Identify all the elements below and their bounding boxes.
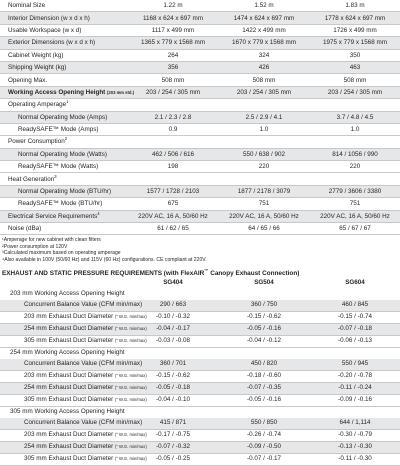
spec-value: 1.0 [310, 123, 400, 135]
exhaust-label [0, 336, 147, 348]
spec-row [0, 210, 400, 222]
spec-value: 751 [310, 198, 400, 210]
exhaust-value: -0.11 / -0.30 [310, 454, 400, 466]
spec-label [0, 223, 128, 235]
exhaust-value: -0.09 / -0.50 [218, 442, 310, 454]
exhaust-value: -0.05 / -0.18 [128, 383, 218, 395]
spec-value: 1365 x 779 x 1568 mm [128, 37, 218, 49]
exhaust-label [0, 430, 147, 442]
exhaust-label-text: 203 mm Exhaust Duct Diameter [24, 313, 114, 321]
spec-value [218, 99, 310, 111]
spec-label-text: Heat Generation [8, 175, 55, 183]
spec-value: 1726 x 499 mm [310, 24, 400, 36]
exhaust-label [0, 442, 147, 454]
footnote-marker: 3 [54, 173, 57, 179]
exhaust-label-note: (" W.G. min/max) [115, 456, 147, 462]
spec-row [0, 161, 400, 173]
exhaust-label-note: (" W.G. min/max) [115, 338, 147, 344]
exhaust-header-blank [0, 278, 128, 289]
spec-label [0, 49, 128, 61]
spec-row [0, 136, 400, 148]
spec-label-note: (203 mm std.) [107, 89, 135, 95]
exhaust-row [0, 442, 400, 454]
exhaust-label-note: (" W.G. min/max) [115, 385, 147, 391]
spec-value: 198 [128, 161, 218, 173]
exhaust-label-text: 254 mm Exhaust Duct Diameter [24, 384, 114, 392]
spec-value: 675 [128, 198, 218, 210]
size-1: 1.22 m [128, 0, 218, 12]
spec-value [310, 136, 400, 148]
spec-value: 0.9 [128, 123, 218, 135]
spec-value: 1168 x 624 x 697 mm [128, 12, 218, 24]
exhaust-value: -0.26 / -0.74 [218, 430, 310, 442]
nominal-size-row [0, 0, 400, 12]
footnote-marker: 2 [64, 136, 68, 142]
exhaust-label [0, 300, 143, 312]
exhaust-label [0, 359, 143, 371]
exhaust-value: -0.06 / -0.13 [310, 336, 400, 348]
exhaust-title-post: Canopy Exhaust Connection) [208, 270, 300, 278]
exhaust-group-heading: 203 mm Working Access Opening Height [10, 290, 125, 298]
exhaust-row [0, 312, 400, 324]
spec-label [0, 173, 128, 185]
footnote-marker: 1 [66, 99, 69, 105]
spec-value: 61 / 62 / 65 [128, 223, 218, 235]
spec-label [0, 74, 128, 86]
exhaust-label-note: (" W.G. min/max) [115, 397, 147, 403]
exhaust-value: 460 / 845 [310, 300, 400, 312]
spec-value: 814 / 1056 / 990 [310, 148, 400, 160]
exhaust-value: -0.13 / -0.30 [310, 442, 400, 454]
spec-value [128, 173, 218, 185]
spec-label-text: ReadySAFE™ Mode (Watts) [18, 163, 99, 171]
spec-value [310, 99, 400, 111]
exhaust-label [0, 371, 147, 383]
exhaust-label [0, 395, 147, 407]
spec-value: 324 [218, 49, 310, 61]
spec-label-text: ReadySAFE™ Mode (Amps) [18, 126, 99, 134]
spec-label-text: ReadySAFE™ Mode (BTU/hr) [18, 200, 103, 208]
spec-value [218, 136, 310, 148]
exhaust-value: -0.20 / -0.78 [310, 371, 400, 383]
spec-label [0, 136, 128, 148]
exhaust-title-pre: EXHAUST AND STATIC PRESSURE REQUIREMENTS (with FlexAIR [2, 270, 205, 278]
exhaust-row [0, 300, 400, 312]
exhaust-value: -0.04 / -0.12 [218, 336, 310, 348]
spec-row [0, 74, 400, 86]
exhaust-section-title [0, 269, 400, 278]
spec-value: 65 / 67 / 67 [310, 223, 400, 235]
exhaust-value: -0.07 / -0.17 [218, 454, 310, 466]
spec-row [0, 12, 400, 24]
spec-value: 2.1 / 2.3 / 2.8 [128, 111, 218, 123]
spec-label [0, 86, 135, 98]
nominal-size-label: Nominal Size [0, 0, 128, 12]
spec-value: 508 mm [218, 74, 310, 86]
exhaust-label-text: 203 mm Exhaust Duct Diameter [24, 372, 114, 380]
spec-row [0, 99, 400, 111]
exhaust-value: 415 / 871 [128, 418, 218, 430]
spec-label [0, 99, 128, 111]
size-2: 1.52 m [218, 0, 310, 12]
spec-value: 1422 x 499 mm [218, 24, 310, 36]
exhaust-row [0, 418, 400, 430]
spec-value: 462 / 506 / 616 [128, 148, 218, 160]
spec-label-text: Normal Operating Mode (Watts) [18, 150, 107, 158]
spec-label [0, 161, 128, 173]
spec-value: 203 / 254 / 305 mm [218, 86, 310, 98]
spec-value: 220V AC, 16 A, 50/60 Hz [218, 210, 310, 222]
spec-label [0, 148, 128, 160]
spec-label-text: Opening Max. [8, 76, 48, 84]
exhaust-value: -0.07 / -0.32 [128, 442, 218, 454]
exhaust-label-text: 305 mm Exhaust Duct Diameter [24, 337, 114, 345]
spec-value: 220V AC, 16 A, 50/60 Hz [310, 210, 400, 222]
exhaust-label-text: 203 mm Exhaust Duct Diameter [24, 431, 114, 439]
exhaust-group-row [0, 348, 400, 360]
exhaust-label [0, 454, 147, 466]
exhaust-value: -0.07 / -0.35 [218, 383, 310, 395]
model-sg604: SG604 [345, 279, 365, 287]
exhaust-value: -0.04 / -0.17 [128, 324, 218, 336]
spec-row [0, 37, 400, 49]
spec-value: 220 [218, 161, 310, 173]
spec-value: 2.5 / 2.9 / 4.1 [218, 111, 310, 123]
exhaust-value: -0.11 / -0.24 [310, 383, 400, 395]
exhaust-group-row [0, 289, 400, 300]
exhaust-value: 644 / 1,114 [310, 418, 400, 430]
exhaust-label [0, 383, 147, 395]
exhaust-group-heading: 254 mm Working Access Opening Height [10, 349, 125, 357]
exhaust-label-note: (" W.G. min/max) [115, 373, 147, 379]
exhaust-table [0, 278, 400, 466]
footnote-2: ²Power consumption at 120V [2, 243, 68, 250]
footnote-1: ¹Amperage for new cabinet with clean filters [2, 237, 101, 244]
spec-value: 426 [218, 61, 310, 73]
spec-row [0, 24, 400, 36]
spec-value: 203 / 254 / 305 mm [128, 86, 218, 98]
model-sg404: SG404 [163, 279, 183, 287]
spec-value: 463 [310, 61, 400, 73]
spec-row [0, 61, 400, 73]
exhaust-row [0, 395, 400, 407]
exhaust-row [0, 359, 400, 371]
spec-value: 508 mm [310, 74, 400, 86]
spec-label-text: Electrical Service Requirements [8, 212, 98, 220]
exhaust-label-text: Concurrent Balance Value (CFM min/max) [24, 301, 143, 309]
exhaust-header-row [0, 278, 400, 289]
exhaust-value: 550 / 850 [218, 418, 310, 430]
spec-value: 1778 x 624 x 697 mm [310, 12, 400, 24]
exhaust-value: 550 / 945 [310, 359, 400, 371]
spec-value: 1670 x 779 x 1568 mm [218, 37, 310, 49]
spec-value [310, 173, 400, 185]
spec-label-text: Operating Amperage [8, 101, 67, 109]
exhaust-label-note: (" W.G. min/max) [115, 314, 147, 320]
spec-value: 3.7 / 4.8 / 4.5 [310, 111, 400, 123]
exhaust-value: -0.05 / -0.25 [128, 454, 218, 466]
exhaust-label-text: 305 mm Exhaust Duct Diameter [24, 396, 114, 404]
exhaust-row [0, 383, 400, 395]
spec-value: 550 / 638 / 902 [218, 148, 310, 160]
exhaust-row [0, 454, 400, 466]
footnote-4: ⁴Also available in 100V (50/60 Hz) and 115V (60 Hz) configurations. CE compliant at 220V. [2, 256, 207, 263]
model-sg504: SG504 [254, 279, 274, 287]
exhaust-value: -0.18 / -0.60 [218, 371, 310, 383]
spec-row [0, 111, 400, 123]
exhaust-value: -0.04 / -0.10 [128, 395, 218, 407]
spec-label-text: Noise (dBa) [8, 225, 42, 233]
exhaust-row [0, 371, 400, 383]
spec-row [0, 148, 400, 160]
spec-value: 508 mm [128, 74, 218, 86]
spec-label-text: Cabinet Weight (kg) [8, 51, 64, 59]
spec-label [0, 111, 128, 123]
exhaust-row [0, 336, 400, 348]
spec-value: 1877 / 2178 / 3079 [218, 185, 310, 197]
exhaust-label-note: (" W.G. min/max) [115, 326, 147, 332]
spec-value: 1577 / 1728 / 2103 [128, 185, 218, 197]
spec-label-text: Usable Workspace (w x d) [8, 26, 82, 34]
spec-row [0, 185, 400, 197]
exhaust-label-text: 254 mm Exhaust Duct Diameter [24, 443, 114, 451]
spec-label-text: Normal Operating Mode (BTU/hr) [18, 188, 112, 196]
spec-label-text: Shipping Weight (kg) [8, 64, 67, 72]
exhaust-value: -0.05 / -0.16 [218, 324, 310, 336]
exhaust-value: -0.30 / -0.79 [310, 430, 400, 442]
spec-label-text: Interior Dimension (w x d x h) [8, 14, 90, 22]
exhaust-value: -0.15 / -0.62 [218, 312, 310, 324]
exhaust-label-text: 305 mm Exhaust Duct Diameter [24, 455, 114, 463]
spec-label [0, 37, 128, 49]
spec-row [0, 198, 400, 210]
spec-value [218, 173, 310, 185]
exhaust-value: 450 / 820 [218, 359, 310, 371]
spec-value: 1117 x 499 mm [128, 24, 218, 36]
spec-value: 356 [128, 61, 218, 73]
exhaust-value: -0.15 / -0.74 [310, 312, 400, 324]
exhaust-value: -0.05 / -0.16 [218, 395, 310, 407]
spec-label-text: Exterior Dimensions (w x d x h) [8, 39, 96, 47]
size-3: 1.83 m [310, 0, 400, 12]
spec-label [0, 12, 128, 24]
spec-row [0, 123, 400, 135]
exhaust-label-text: 254 mm Exhaust Duct Diameter [24, 325, 114, 333]
spec-value [128, 99, 218, 111]
spec-row [0, 173, 400, 185]
exhaust-value: -0.10 / -0.32 [128, 312, 218, 324]
spec-value: 203 / 254 / 305 mm [310, 86, 400, 98]
spec-value [128, 136, 218, 148]
exhaust-value: -0.09 / -0.16 [310, 395, 400, 407]
exhaust-value: -0.17 / -0.75 [128, 430, 218, 442]
spec-row [0, 223, 400, 235]
spec-value: 264 [128, 49, 218, 61]
spec-value: 2779 / 3606 / 3380 [310, 185, 400, 197]
exhaust-value: 360 / 750 [218, 300, 310, 312]
exhaust-label-text: Concurrent Balance Value (CFM min/max) [24, 419, 143, 427]
exhaust-value: 290 / 663 [128, 300, 218, 312]
spec-row [0, 49, 400, 61]
spec-label [0, 198, 128, 210]
exhaust-value: -0.15 / -0.62 [128, 371, 218, 383]
exhaust-value: -0.07 / -0.18 [310, 324, 400, 336]
exhaust-value: -0.03 / -0.08 [128, 336, 218, 348]
spec-value: 1.0 [218, 123, 310, 135]
spec-value: 220 [310, 161, 400, 173]
spec-value: 350 [310, 49, 400, 61]
exhaust-label [0, 312, 147, 324]
exhaust-group-row [0, 407, 400, 419]
exhaust-value: 360 / 701 [128, 359, 218, 371]
exhaust-row [0, 324, 400, 336]
footnotes [0, 237, 400, 263]
spec-label [0, 61, 128, 73]
exhaust-label-note: (" W.G. min/max) [115, 432, 147, 438]
exhaust-label [0, 418, 143, 430]
spec-value: 1975 x 779 x 1568 mm [310, 37, 400, 49]
spec-value: 1474 x 624 x 697 mm [218, 12, 310, 24]
exhaust-label [0, 324, 147, 336]
footnote-3: ³Calculated maximum based on operating amperage [2, 250, 121, 257]
exhaust-label-note: (" W.G. min/max) [115, 444, 147, 450]
spec-value: 220V AC, 16 A, 50/60 Hz [128, 210, 218, 222]
spec-label [0, 123, 128, 135]
spec-label [0, 24, 128, 36]
spec-label-text: Normal Operating Mode (Amps) [18, 113, 108, 121]
footnote-marker: 4 [97, 210, 100, 216]
spec-label [0, 210, 128, 222]
spec-label-text: Power Consumption [8, 138, 65, 146]
exhaust-title-tm: ™ [204, 267, 209, 273]
exhaust-group-heading: 305 mm Working Access Opening Height [10, 408, 125, 416]
spec-label [0, 185, 128, 197]
exhaust-row [0, 430, 400, 442]
spec-value: 751 [218, 198, 310, 210]
spec-row [0, 86, 400, 98]
exhaust-label-text: Concurrent Balance Value (CFM min/max) [24, 360, 143, 368]
spec-label-text: Working Access Opening Height [8, 88, 106, 96]
spec-value: 64 / 65 / 66 [218, 223, 310, 235]
